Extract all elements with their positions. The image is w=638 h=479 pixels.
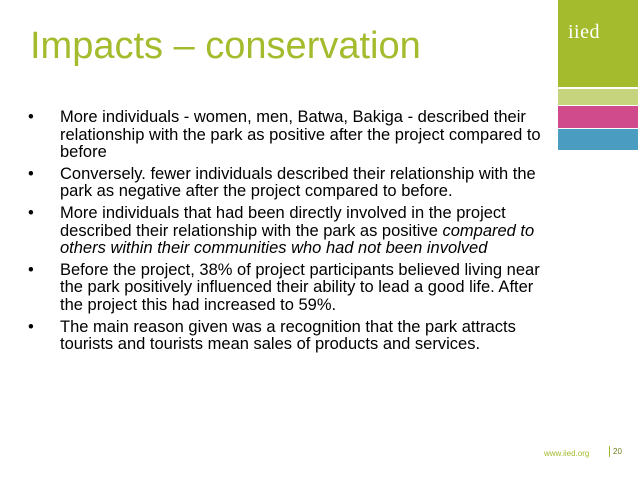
bullet-text: More individuals - women, men, Batwa, Bakiga - described their relationship with the park as positive after the project compared to before [60, 108, 541, 162]
bullet-dot: • [28, 108, 34, 126]
footer-url: www.iied.org [544, 449, 590, 458]
bullet-text: Conversely. fewer individuals described their relationship with the park as negative after the project compared to before. [60, 164, 536, 201]
bullet-item [28, 109, 548, 162]
bullet-list [28, 109, 548, 358]
bullet-text: More individuals that had been directly involved in the project described their relationship with the park as positive [60, 203, 506, 240]
bullet-dot: • [28, 203, 34, 222]
bullet-item [28, 166, 548, 201]
light-green-stripe [558, 89, 638, 105]
iied-logo [558, 0, 638, 87]
bullet-dot: • [28, 317, 34, 336]
footer-divider [609, 446, 610, 457]
iied-logo-text: iied [568, 21, 600, 43]
pink-stripe [558, 106, 638, 128]
page-number: 20 [613, 447, 622, 456]
bullet-text: The main reason given was a recognition that the park attracts tourists and tourists mean sales of products and services. [60, 317, 516, 354]
bullet-item [28, 262, 548, 315]
bullet-text: Before the project, 38% of project participants believed living near the park positively influenced their ability to lead a good life. After the project this had increased to 59%. [60, 260, 540, 314]
bullet-item [28, 319, 548, 354]
slide-title: Impacts – conservation [30, 25, 421, 67]
blue-stripe [558, 129, 638, 150]
bullet-emphasis-text: compared to others within their communities who had not been involved [60, 221, 535, 258]
bullet-dot: • [28, 164, 34, 183]
bullet-dot: • [28, 260, 34, 279]
bullet-item [28, 205, 548, 258]
